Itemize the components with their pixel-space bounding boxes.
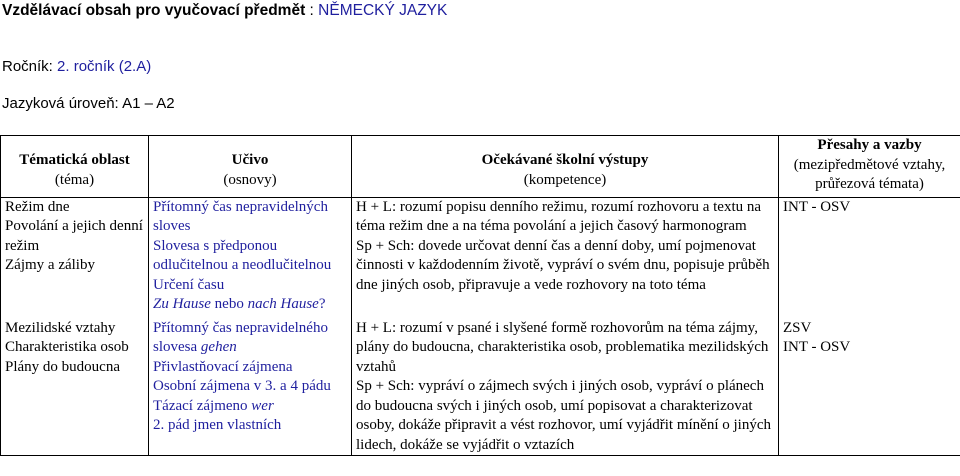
level-label: Jazyková úroveň: (2, 95, 123, 112)
grade-value: 2. ročník (2.A) (57, 58, 152, 75)
table-row (1, 319, 960, 456)
topic-cell (1, 197, 149, 319)
column-header-links (779, 136, 960, 198)
topic-item: Plány do budoucna (5, 358, 120, 375)
links-cell (779, 319, 960, 456)
column-subtitle: (osnovy) (223, 171, 277, 188)
title-separator: : (305, 2, 319, 19)
content-item: Určení času (153, 276, 225, 293)
content-item (153, 319, 347, 358)
outcome-item: Sp + Sch: dovede určovat denní čas a denní doby, umí pojmenovat činnosti v každodenním životě, vypráví o svém dnu, popisuje průběh dne jiných osob, připravuje a vede rozhovory na toto téma (356, 237, 770, 293)
column-title: Očekávané školní výstupy (481, 152, 649, 168)
content-item: Přítomný čas nepravidelných sloves (153, 198, 328, 234)
grade-line (2, 58, 151, 76)
connector-text: nebo (210, 296, 248, 312)
italic-phrase: Zu Hause (153, 296, 211, 312)
column-title: Přesahy a vazby (817, 137, 922, 153)
column-header-outcomes (352, 136, 779, 198)
content-text: Tázací zájmeno (153, 397, 252, 414)
table-row (1, 197, 960, 319)
outcome-item: H + L: rozumí popisu denního režimu, rozumí rozhovoru a textu na téma režim dne a na téma povolání a jejich časový harmonogram (356, 198, 762, 234)
italic-word: wer (251, 397, 274, 414)
content-item: 2. pád jmen vlastních (153, 417, 282, 433)
topic-item: Charakteristika osob (5, 339, 129, 355)
topic-item: Režim dne (5, 198, 70, 215)
table-header-row (1, 136, 960, 198)
content-item: Slovesa s předponou odlučitelnou a neodlučitelnou (153, 237, 332, 273)
outcomes-cell (352, 197, 779, 319)
topic-cell (1, 319, 149, 456)
content-cell (149, 319, 352, 456)
italic-phrase: nach Hause (247, 296, 319, 312)
topic-item: Zájmy a záliby (5, 257, 95, 273)
links-cell (779, 197, 960, 319)
column-subtitle: (téma) (54, 171, 95, 188)
grade-label: Ročník: (2, 58, 58, 75)
content-item: Osobní zájmena v 3. a 4 pádu (153, 378, 331, 394)
column-subtitle: (kompetence) (523, 171, 607, 188)
language-level-line (2, 95, 175, 113)
link-item: ZSV (783, 319, 812, 336)
column-title: Tématická oblast (19, 152, 130, 168)
content-text: Přítomný čas nepravidelného slovesa (153, 319, 328, 355)
link-item: INT - OSV (783, 198, 851, 215)
topic-item: Mezilidské vztahy (5, 319, 116, 336)
outcomes-cell (352, 319, 779, 456)
column-header-topic (1, 136, 149, 198)
column-subtitle: (mezipředmětové vztahy, průřezová témata) (793, 156, 946, 192)
italic-word: gehen (200, 339, 237, 355)
column-header-content (149, 136, 352, 198)
content-item (153, 295, 347, 315)
outcome-item: Sp + Sch: vypráví o zájmech svých i jiných osob, vypráví o plánech do budoucna svých i jiných osob, umí popisovat a charakterizovat osoby, dokáže připravit a vést rozhovor, umí vyjádřit mínění o jiných lidech, dokáže se vyjádřit o vztazích (356, 378, 771, 453)
curriculum-table (0, 135, 960, 456)
title-label: Vzdělávací obsah pro vyučovací předmět (2, 2, 306, 19)
level-value: A1 – A2 (122, 95, 175, 112)
content-item (153, 397, 347, 417)
punctuation: ? (318, 296, 326, 312)
topic-item: Povolání a jejich denní režim (5, 218, 143, 254)
column-title: Učivo (231, 152, 269, 168)
link-item: INT - OSV (783, 339, 851, 355)
page-title (2, 2, 447, 20)
content-item: Přivlastňovací zájmena (153, 358, 293, 375)
content-cell (149, 197, 352, 319)
subject-value: NĚMECKÝ JAZYK (318, 2, 448, 19)
outcome-item: H + L: rozumí v psané i slyšené formě rozhovorům na téma zájmy, plány do budoucna, charakteristika osob, problematika mezilidských vztahů (356, 319, 769, 375)
